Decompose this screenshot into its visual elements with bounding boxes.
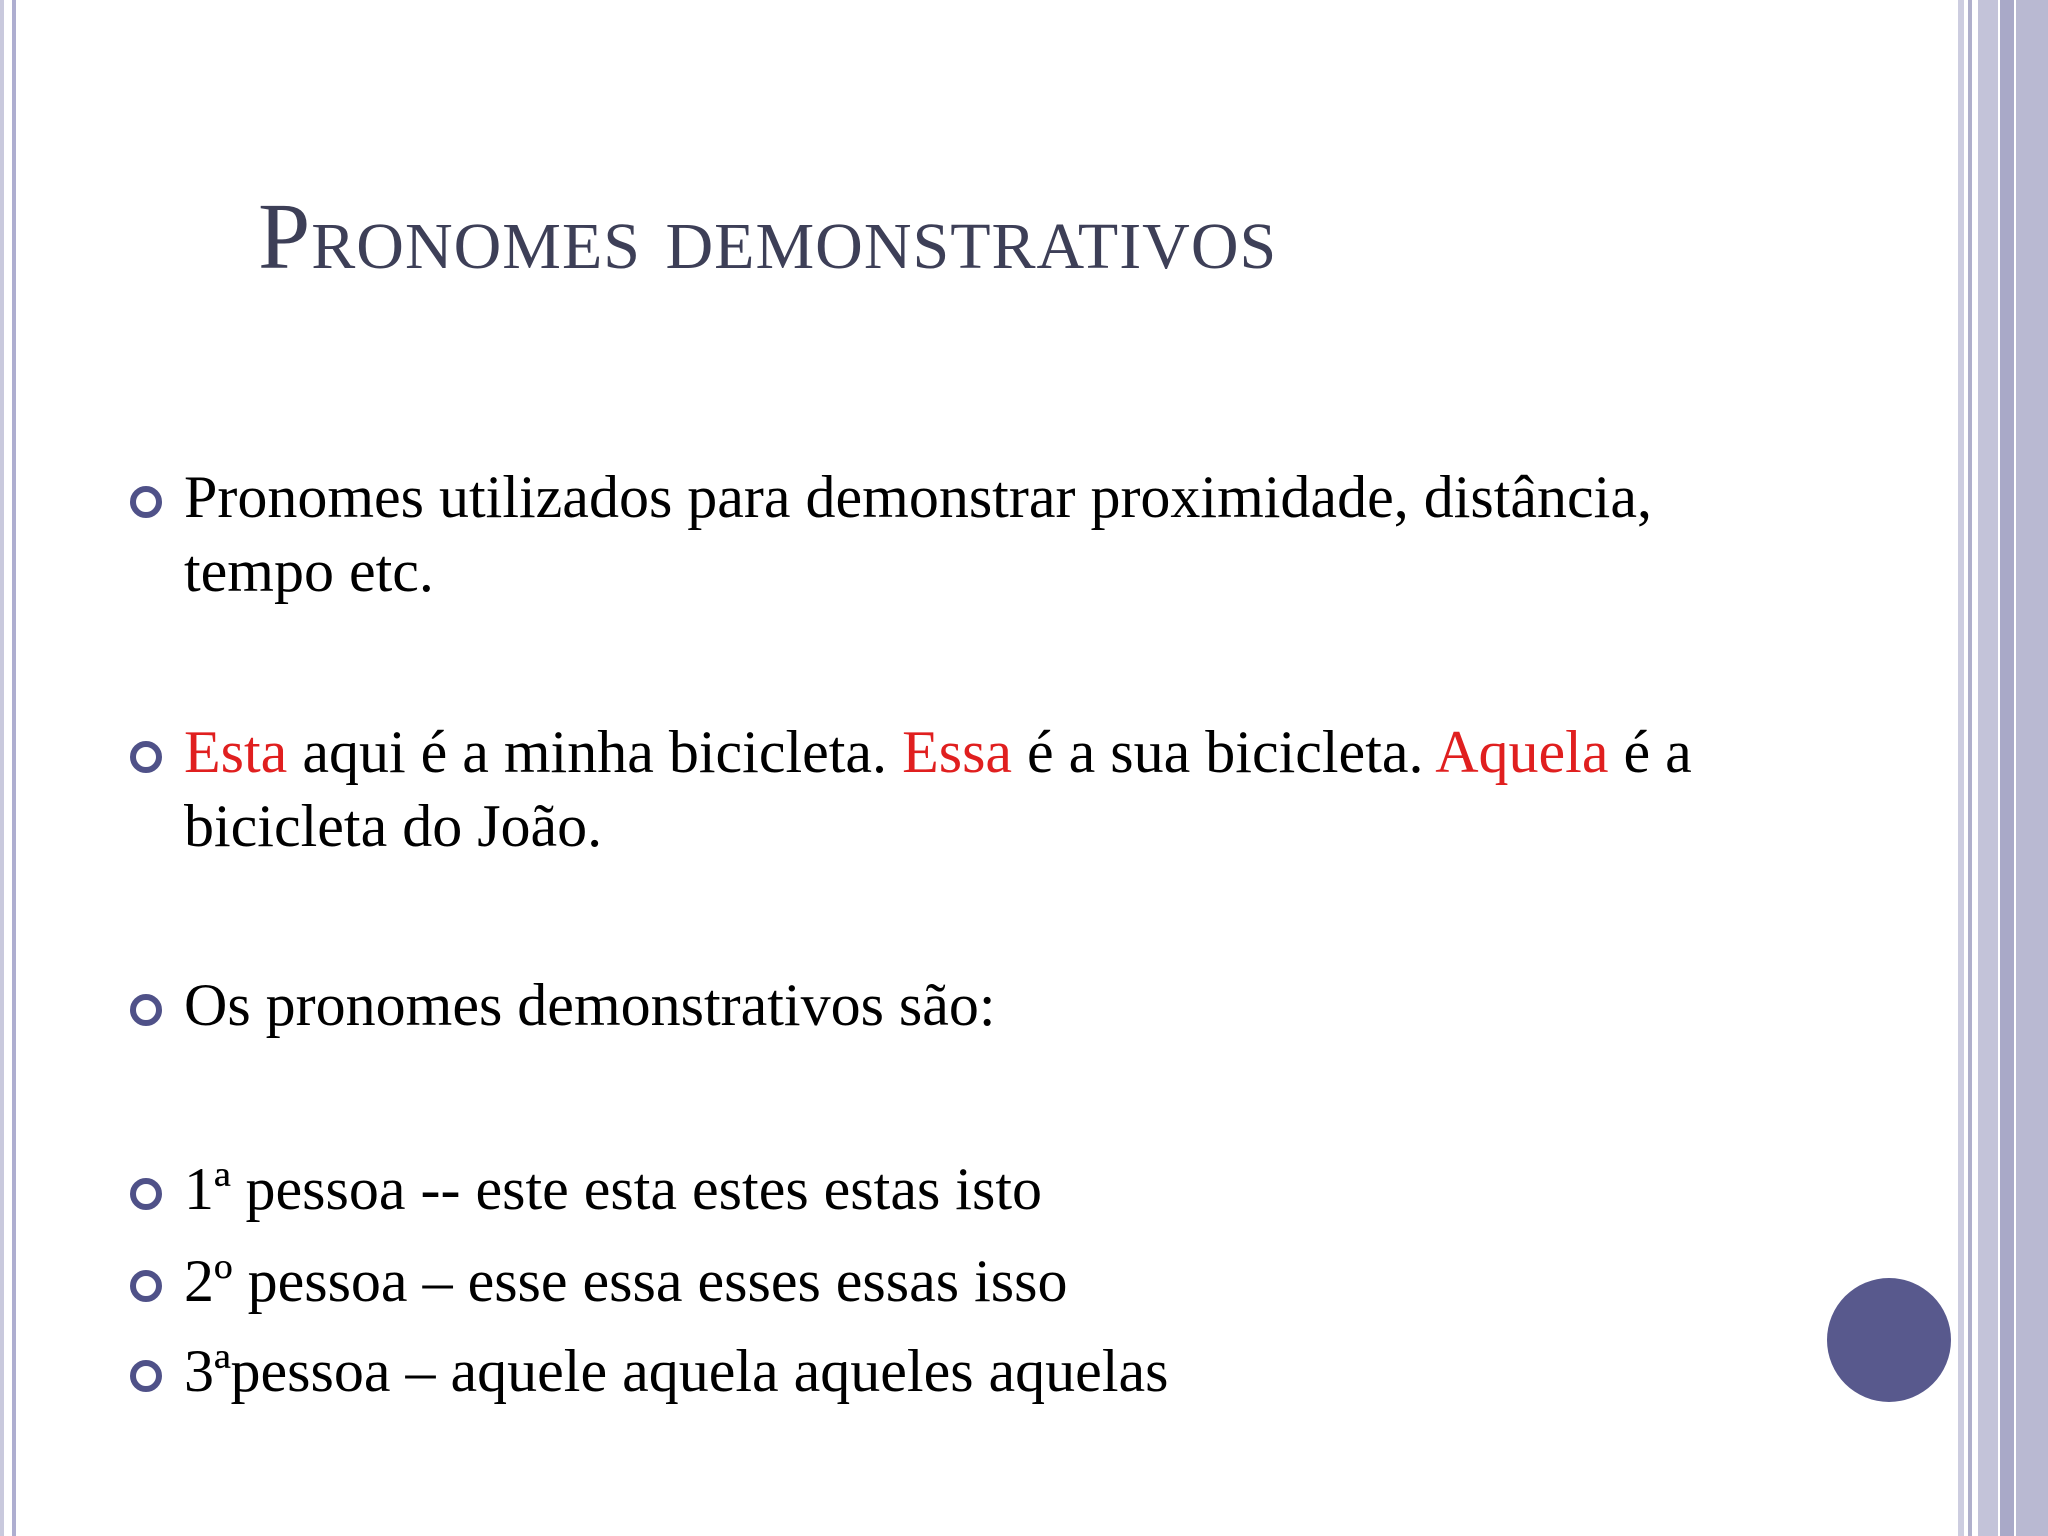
bullet-segment: 3ªpessoa – aquele aquela aqueles aquelas <box>184 1338 1169 1404</box>
bullet-segment: 2º pessoa – esse essa esses essas isso <box>184 1248 1068 1314</box>
bullet-circle-icon <box>130 1178 162 1210</box>
bullet-segment: 1ª pessoa -- este esta estes estas isto <box>184 1156 1042 1222</box>
right-decor-stripe <box>2016 0 2048 1536</box>
bullet-text <box>184 460 1744 608</box>
bullet-circle-icon <box>130 994 162 1026</box>
highlighted-word: Essa <box>902 719 1013 785</box>
bullet-segment: aqui é a minha bicicleta. <box>287 719 903 785</box>
bullet-segment: Os pronomes demonstrativos são: <box>184 972 996 1038</box>
right-decor-stripe <box>1958 0 1964 1536</box>
bullet-text <box>184 715 1744 863</box>
left-border-line <box>12 0 16 1536</box>
bullet-text <box>184 1152 1744 1226</box>
bullet-circle-icon <box>130 1360 162 1392</box>
bullet-text <box>184 1334 1744 1408</box>
bullet-circle-icon <box>130 741 162 773</box>
bullet-segment: é a bicicleta do João. <box>184 719 1692 859</box>
bullet-circle-icon <box>130 486 162 518</box>
bullet-segment: é a sua bicicleta. <box>1012 719 1436 785</box>
left-border-line <box>0 0 4 1536</box>
highlighted-word: Aquela <box>1435 719 1609 785</box>
right-decor-stripe <box>2000 0 2014 1536</box>
right-decor-stripe <box>1968 0 1972 1536</box>
highlighted-word: Esta <box>184 719 288 785</box>
bullet-text <box>184 968 1744 1042</box>
right-decor-stripe <box>1978 0 1998 1536</box>
bullet-segment: Pronomes utilizados para demonstrar proximidade, distância, tempo etc. <box>184 464 1652 604</box>
slide-title: Pronomes demonstrativos <box>258 185 1278 289</box>
bullet-text <box>184 1244 1744 1318</box>
bullet-circle-icon <box>130 1270 162 1302</box>
decorative-circle-icon <box>1827 1278 1951 1402</box>
